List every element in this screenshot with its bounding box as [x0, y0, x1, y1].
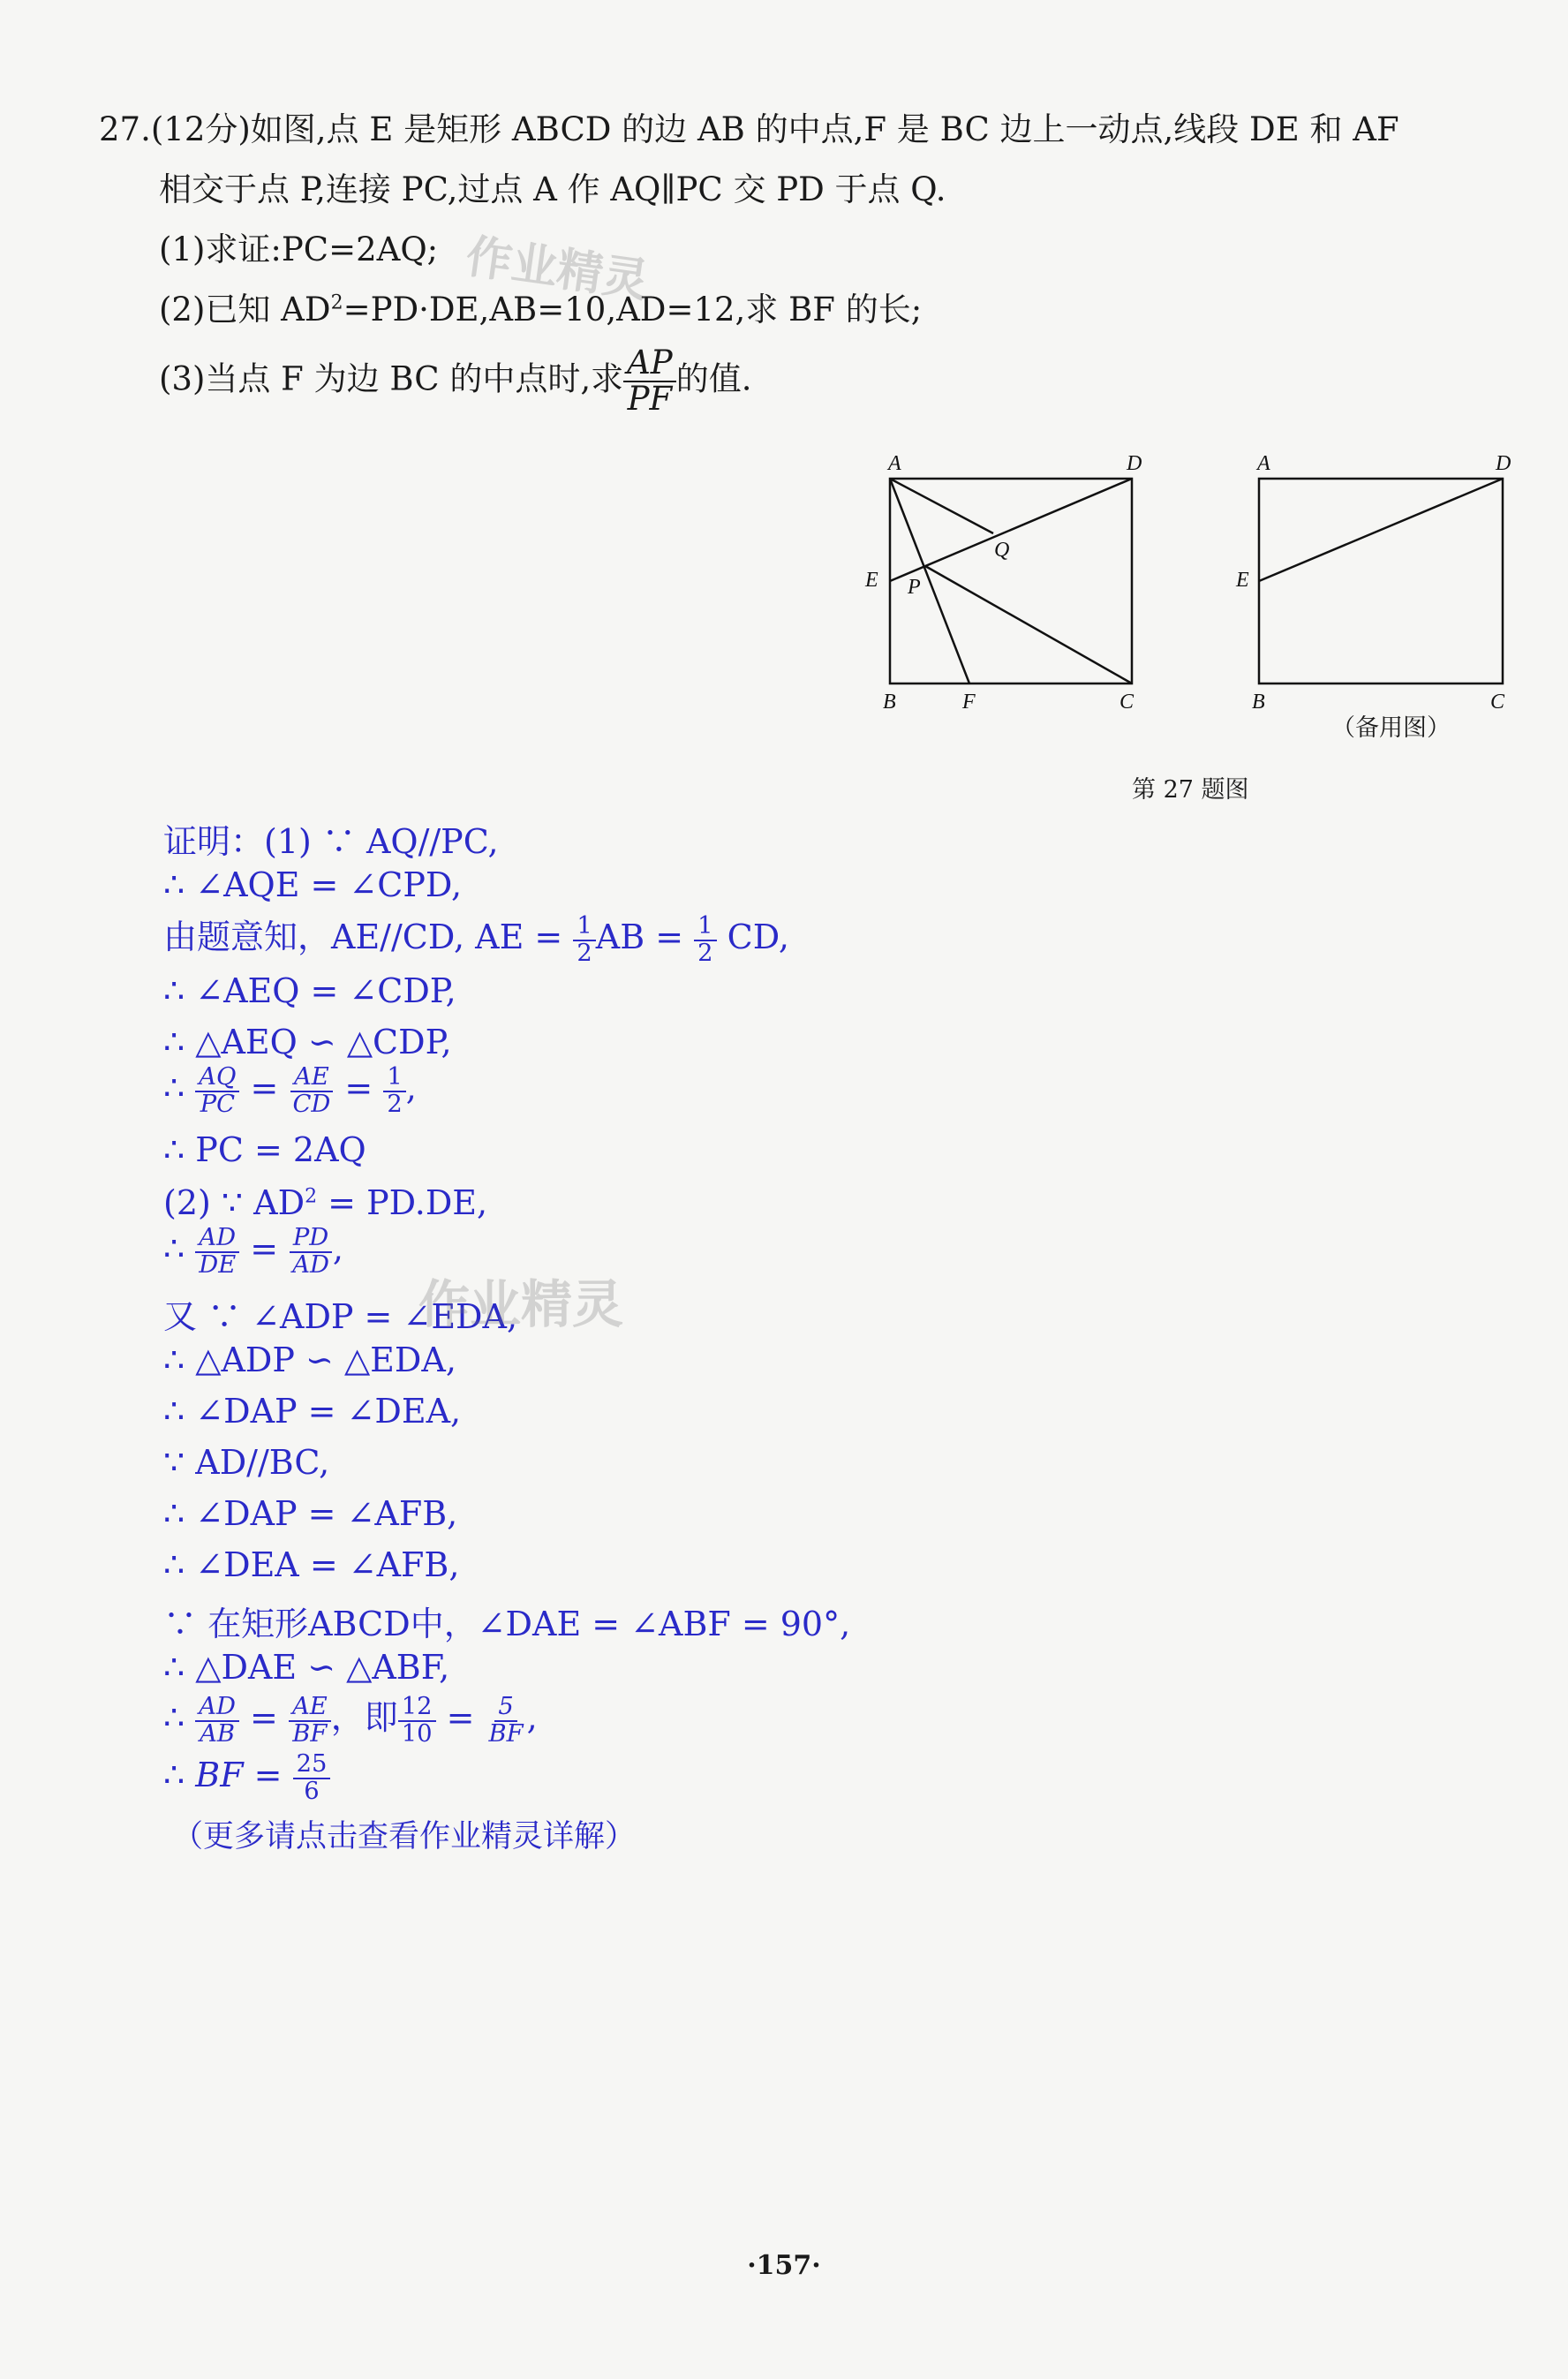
label-d-spare: D	[1496, 452, 1511, 475]
figure-caption: 第 27 题图	[1132, 776, 1249, 804]
fraction-ap-pf: $\frac{AP}{PF}$	[623, 346, 676, 417]
problem-part-3: (3)当点 F 为边 BC 的中点时,求 $\frac{AP}{PF}$ 的值.	[159, 344, 752, 418]
label-a-spare: A	[1257, 452, 1270, 475]
solution-line-4: ∴ ∠AEQ = ∠CDP,	[163, 971, 456, 1010]
solution-line-3: 由题意知，AE//CD, AE = $\frac{1}{2}$ AB = $\frac{1}{2}$ CD,	[163, 911, 789, 967]
label-q: Q	[994, 539, 1010, 562]
solution-line-16: ∵ 在矩形ABCD中，∠DAE = ∠ABF = 90°,	[163, 1605, 851, 1643]
solution-line-9: ∴ $\frac{AD}{DE}$ = $\frac{PD}{AD}$ ,	[163, 1224, 343, 1279]
label-b: B	[883, 691, 896, 714]
spare-figure-labels	[1235, 452, 1511, 714]
solution-line-19: ∴ BF = $\frac{25}{6}$	[163, 1752, 330, 1804]
label-f: F	[962, 691, 976, 714]
spare-figure-caption: （备用图）	[1331, 714, 1451, 742]
problem-score: (12分)	[150, 110, 251, 148]
solution-line-2: ∴ ∠AQE = ∠CPD,	[163, 865, 463, 904]
geometry-figure	[0, 0, 1568, 795]
solution-line-1: 证明：(1) ∵ AQ//PC,	[163, 822, 499, 861]
label-d: D	[1127, 452, 1142, 475]
solution-line-10: 又 ∵ ∠ADP = ∠EDA,	[163, 1297, 518, 1336]
label-b-spare: B	[1252, 691, 1265, 714]
segment-aq	[890, 479, 993, 533]
label-a: A	[888, 452, 901, 475]
problem-number: 27.	[99, 110, 151, 148]
watermark-middle: 作业精灵	[418, 1274, 624, 1334]
solution-line-15: ∴ ∠DEA = ∠AFB,	[163, 1545, 460, 1584]
page-number: ·157·	[747, 2250, 821, 2281]
solution-line-8: (2) ∵ $AD^2 = PD.DE$,	[163, 1183, 488, 1222]
problem-text-1: 如图,点 E 是矩形 ABCD 的边 AB 的中点,F 是 BC 边上一动点,线段 DE 和 AF	[250, 110, 1399, 148]
label-c: C	[1119, 691, 1135, 714]
solution-line-14: ∴ ∠DAP = ∠AFB,	[163, 1494, 458, 1533]
more-details-link[interactable]: （更多请点击查看作业精灵详解）	[172, 1819, 637, 1854]
label-e-spare: E	[1236, 569, 1249, 592]
label-e: E	[865, 569, 878, 592]
watermark-top: 作业精灵	[463, 230, 652, 309]
solution-line-17: ∴ △DAE ∽ △ABF,	[163, 1648, 450, 1687]
solution-line-13: ∵ AD//BC,	[163, 1443, 330, 1482]
spare-figure	[1259, 479, 1503, 683]
label-p: P	[908, 576, 921, 599]
solution-line-6: ∴ $\frac{AQ}{PC}$ = $\frac{AE}{CD}$ = $\frac{1}{2}$ ,	[163, 1063, 417, 1118]
problem-part-1: (1)求证:PC=2AQ;	[159, 230, 439, 268]
problem-part-2: (2)已知 $AD^2=PD\cdot DE,AB=10,AD=12$,求 BF 的长;	[159, 291, 923, 329]
solution-line-12: ∴ ∠DAP = ∠DEA,	[163, 1392, 462, 1431]
rectangle-abcd-spare	[1259, 479, 1503, 683]
segment-ed-spare	[1259, 479, 1503, 581]
problem-line-2: 相交于点 P,连接 PC,过点 A 作 AQ∥PC 交 PD 于点 Q.	[159, 170, 946, 208]
solution-line-18: ∴ $\frac{AD}{AB}$ = $\frac{AE}{BF}$ ，即 $\frac{12}{10}$ = $\frac{5}{BF}$ ,	[163, 1692, 538, 1748]
solution-line-11: ∴ △ADP ∽ △EDA,	[163, 1341, 456, 1379]
segment-pc	[925, 566, 1132, 683]
solution-line-7: ∴ PC = 2AQ	[163, 1130, 366, 1169]
segment-af	[890, 479, 969, 683]
rectangle-abcd	[890, 479, 1132, 683]
solution-line-5: ∴ △AEQ ∽ △CDP,	[163, 1023, 452, 1061]
main-figure	[890, 479, 1132, 683]
label-c-spare: C	[1490, 691, 1505, 714]
